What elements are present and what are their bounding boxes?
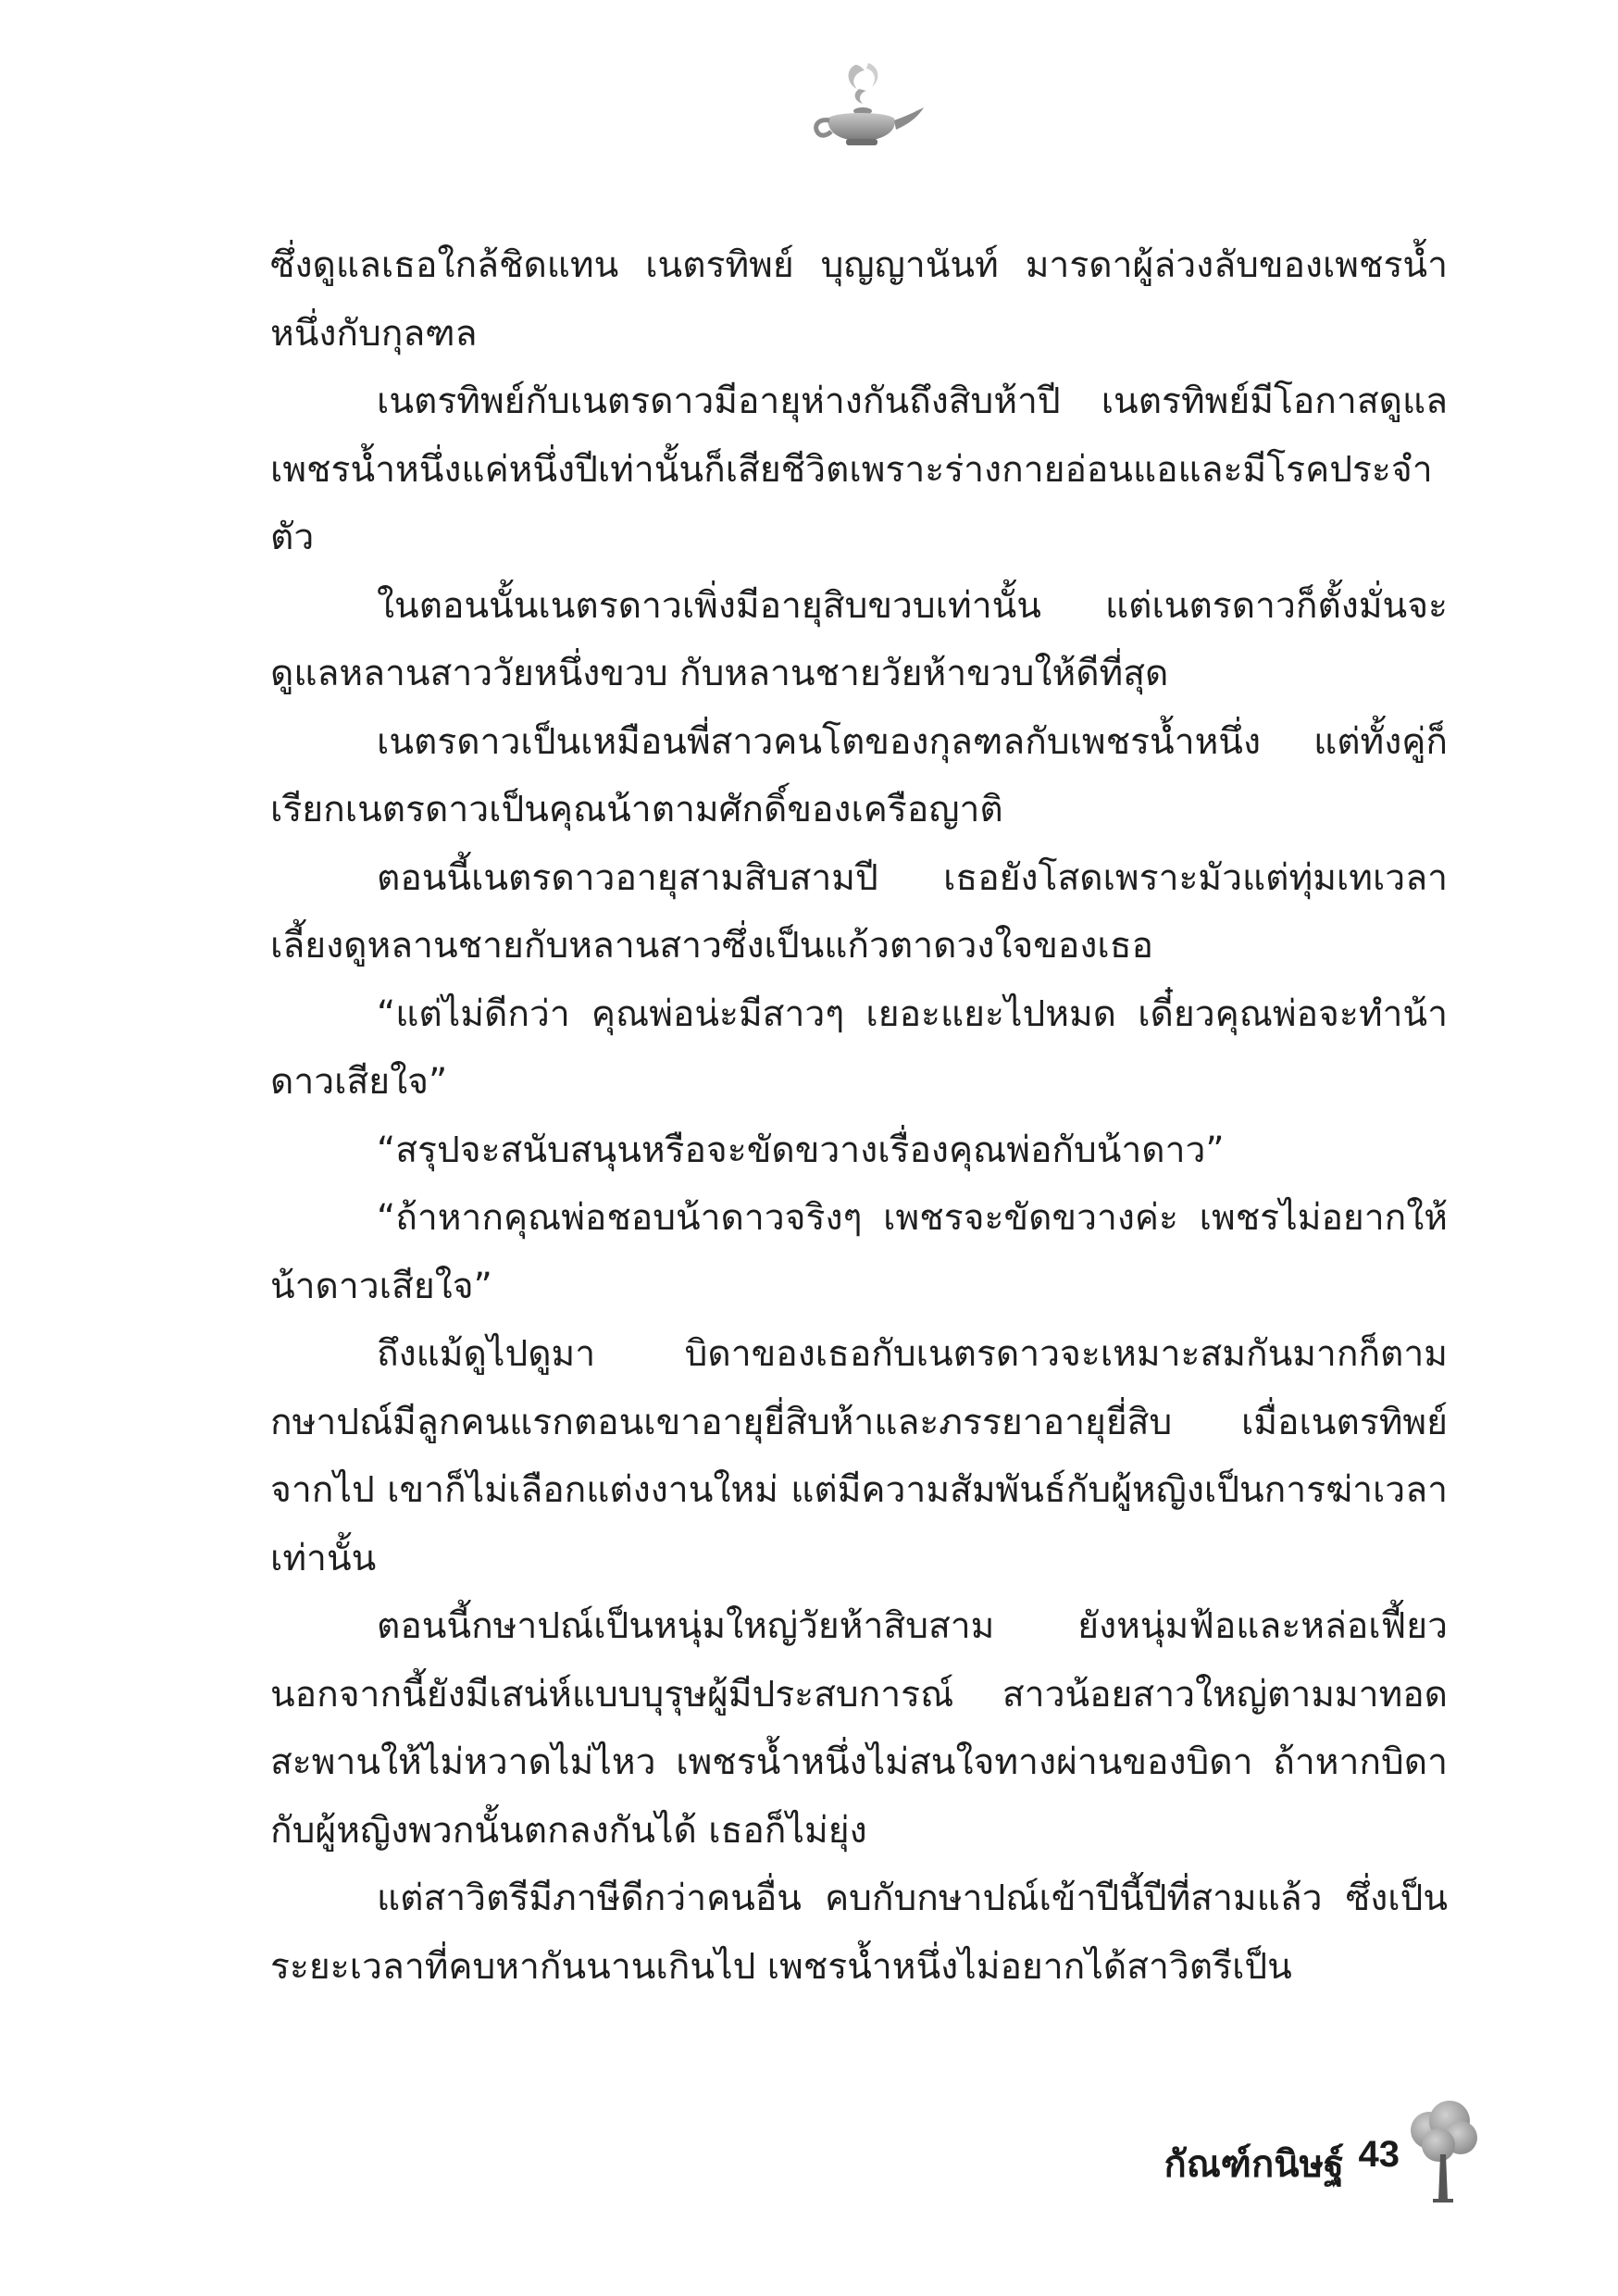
genie-lamp-icon xyxy=(790,57,929,150)
paragraph: เนตรทิพย์กับเนตรดาวมีอายุห่างกันถึงสิบห้าปี เนตรทิพย์มีโอกาสดูแลเพชรน้ำหนึ่งแค่หนึ่งปีเท่านั้นก็เสียชีวิตเพราะร่างกายอ่อนแอและมีโรคประจำตัว xyxy=(270,381,1448,558)
paragraph: “สรุปจะสนับสนุนหรือจะขัดขวางเรื่องคุณพ่อกับน้าดาว” xyxy=(377,1129,1225,1171)
book-title: กัณฑ์กนิษฐ์ xyxy=(1164,2143,1344,2186)
paragraph: ถึงแม้ดูไปดูมา บิดาของเธอกับเนตรดาวจะเหมาะสมกันมากก็ตาม กษาปณ์มีลูกคนแรกตอนเขาอายุยี่สิบห้าและภรรยาอายุยี่สิบ เมื่อเนตรทิพย์จากไป เขาก็ไม่เลือกแต่งงานใหม่ แต่มีความสัมพันธ์กับผู้หญิงเป็นการฆ่าเวลาเท่านั้น xyxy=(270,1333,1448,1579)
paragraph: แต่สาวิตรีมีภาษีดีกว่าคนอื่น คบกับกษาปณ์เข้าปีนี้ปีที่สามแล้ว ซึ่งเป็นระยะเวลาที่คบหากันนานเกินไป เพชรน้ำหนึ่งไม่อยากได้สาวิตรีเป็น xyxy=(270,1878,1448,1988)
tree-icon xyxy=(1405,2097,1481,2208)
page-number: 43 xyxy=(1358,2134,1400,2175)
paragraph: “แต่ไม่ดีกว่า คุณพ่อน่ะมีสาวๆ เยอะแยะไปหมด เดี๋ยวคุณพ่อจะทำน้าดาวเสียใจ” xyxy=(270,992,1448,1103)
body-text xyxy=(270,231,1448,2001)
page-footer xyxy=(1055,2097,1481,2236)
paragraph: ซึ่งดูแลเธอใกล้ชิดแทน เนตรทิพย์ บุญญานันท์ มารดาผู้ล่วงลับของเพชรน้ำหนึ่งกับกุลฑล xyxy=(270,244,1448,355)
paragraph: “ถ้าหากคุณพ่อชอบน้าดาวจริงๆ เพชรจะขัดขวางค่ะ เพชรไม่อยากให้น้าดาวเสียใจ” xyxy=(270,1197,1448,1307)
paragraph: ตอนนี้เนตรดาวอายุสามสิบสามปี เธอยังโสดเพราะมัวแต่ทุ่มเทเวลาเลี้ยงดูหลานชายกับหลานสาวซึ่งเป็นแก้วตาดวงใจของเธอ xyxy=(270,856,1448,967)
paragraph: ในตอนนั้นเนตรดาวเพิ่งมีอายุสิบขวบเท่านั้น แต่เนตรดาวก็ตั้งมั่นจะดูแลหลานสาววัยหนึ่งขวบ กับหลานชายวัยห้าขวบให้ดีที่สุด xyxy=(270,584,1448,694)
paragraph: ตอนนี้กษาปณ์เป็นหนุ่มใหญ่วัยห้าสิบสาม ยังหนุ่มฟ้อและหล่อเฟี้ยว นอกจากนี้ยังมีเสน่ห์แบบบุรุษผู้มีประสบการณ์ สาวน้อยสาวใหญ่ตามมาทอดสะพานให้ไม่หวาดไม่ไหว เพชรน้ำหนึ่งไม่สนใจทางผ่านของบิดา ถ้าหากบิดากับผู้หญิงพวกนั้นตกลงกันได้ เธอก็ไม่ยุ่ง xyxy=(270,1605,1448,1852)
paragraph: เนตรดาวเป็นเหมือนพี่สาวคนโตของกุลฑลกับเพชรน้ำหนึ่ง แต่ทั้งคู่ก็เรียกเนตรดาวเป็นคุณน้าตามศักดิ์ของเครือญาติ xyxy=(270,720,1448,830)
